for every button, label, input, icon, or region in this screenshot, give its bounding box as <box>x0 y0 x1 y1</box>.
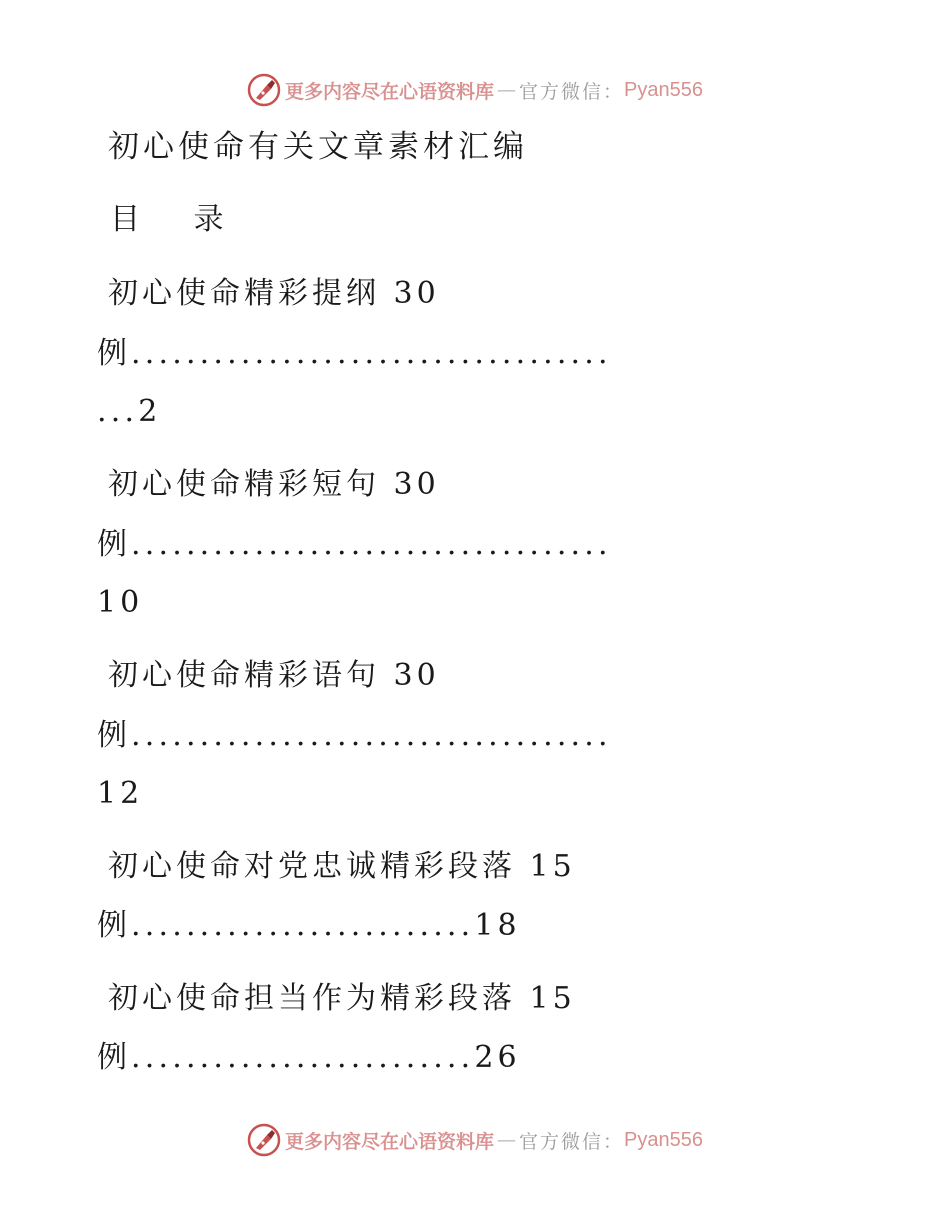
toc-entry-dots: ... <box>97 394 139 429</box>
toc-entry-label: 初心使命精彩提纲 30 <box>108 276 440 311</box>
toc-entry-cont: 例 <box>97 908 131 943</box>
header-watermark <box>0 70 950 110</box>
footer-watermark <box>0 1120 950 1160</box>
toc-entry-dots: ......................... <box>131 1040 475 1075</box>
toc-entry-page: 10 <box>97 585 144 620</box>
toc-entry-page: 26 <box>474 1040 521 1075</box>
toc-entry-leader <box>97 525 612 565</box>
watermark-sub-text: 官方微信： <box>519 1130 625 1153</box>
toc-entry-label: 初心使命精彩语句 30 <box>108 658 440 693</box>
fountain-pen-nib-icon <box>247 73 281 107</box>
toc-entry-cont: 例 <box>97 718 131 753</box>
watermark-separator: — <box>497 79 517 101</box>
toc-entry-label: 初心使命担当作为精彩段落 15 <box>108 981 576 1016</box>
watermark-wechat-id: Pyan556 <box>624 78 703 101</box>
toc-entry-page: 2 <box>138 394 162 429</box>
watermark-main-text: 更多内容尽在心语资料库 <box>285 1130 495 1153</box>
watermark-sub-text: 官方微信： <box>519 80 625 103</box>
toc-entry-dots: ................................... <box>131 718 612 753</box>
toc-entry-cont: 例 <box>97 1040 131 1075</box>
toc-entry-label: 初心使命对党忠诚精彩段落 15 <box>108 849 576 884</box>
watermark-separator: — <box>497 1129 517 1151</box>
toc-entry-dots: ................................... <box>131 336 612 371</box>
toc-entry-cont: 例 <box>97 527 131 562</box>
toc-entry-leader <box>97 906 521 946</box>
toc-entry-leader <box>97 1038 521 1078</box>
toc-entry-cont: 例 <box>97 336 131 371</box>
toc-heading: 目 录 <box>110 202 246 237</box>
fountain-pen-nib-icon <box>247 1123 281 1157</box>
watermark-wechat-id: Pyan556 <box>624 1128 703 1151</box>
toc-entry-leader <box>97 334 612 374</box>
document-title: 初心使命有关文章素材汇编 <box>108 129 528 165</box>
toc-entry-page: 18 <box>474 908 521 943</box>
toc-entry-leader-wrap <box>97 392 161 432</box>
toc-entry-dots: ................................... <box>131 527 612 562</box>
toc-entry-dots: ......................... <box>131 908 475 943</box>
toc-entry-page: 12 <box>97 776 144 811</box>
toc-entry-label: 初心使命精彩短句 30 <box>108 467 440 502</box>
watermark-main-text: 更多内容尽在心语资料库 <box>285 80 495 103</box>
toc-entry-leader <box>97 716 612 756</box>
